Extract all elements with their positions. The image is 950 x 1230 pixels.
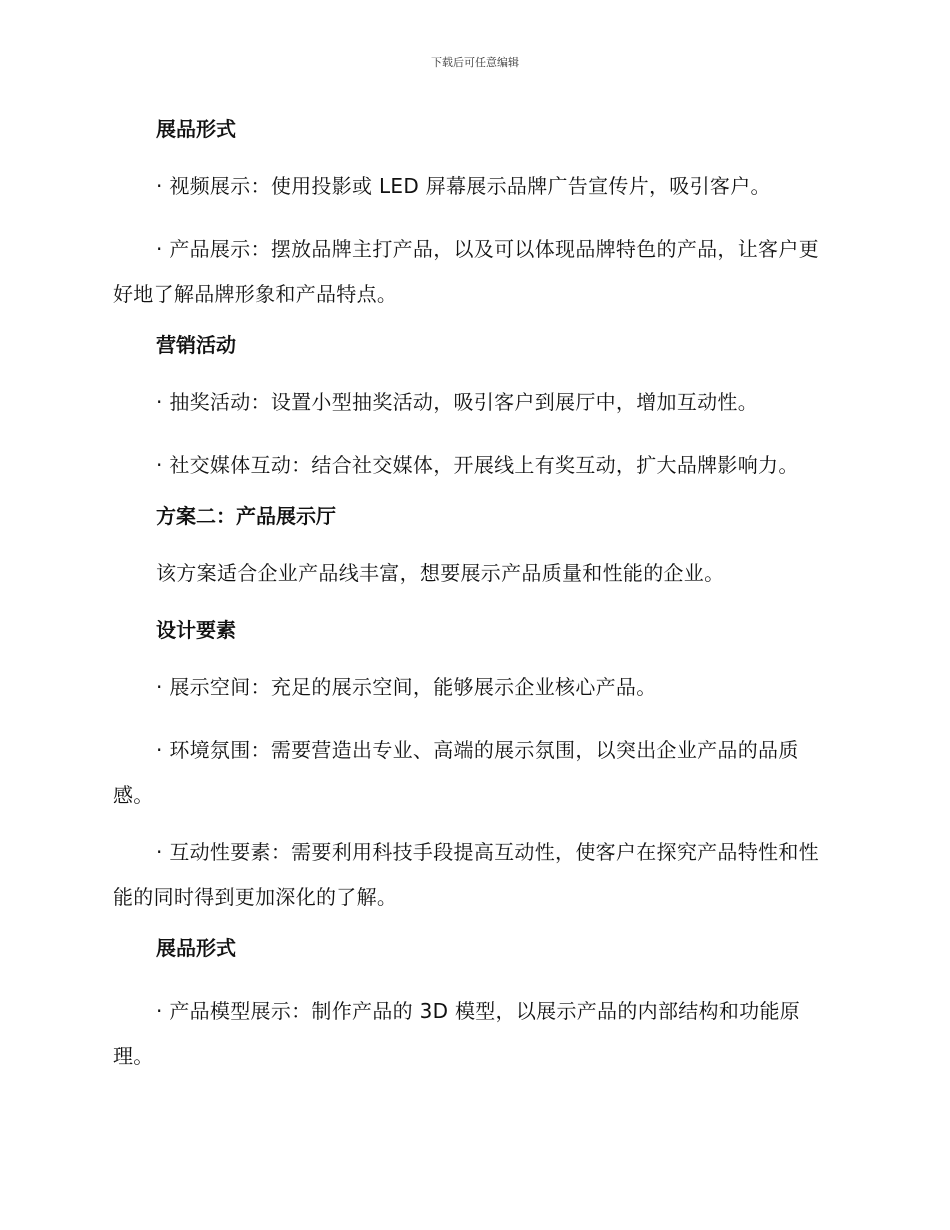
paragraph: · 抽奖活动：设置小型抽奖活动，吸引客户到展厅中，增加互动性。: [156, 390, 759, 414]
section-heading: 营销活动: [156, 333, 236, 357]
document-body: [113, 113, 833, 1091]
section-heading: 方案二：产品展示厅: [156, 504, 336, 528]
section-heading: 设计要素: [156, 618, 236, 642]
paragraph: · 产品模型展示：制作产品的 3D 模型，以展示产品的内部结构和功能原理。: [113, 999, 801, 1068]
section-heading: 展品形式: [156, 936, 236, 960]
paragraph: · 互动性要素：需要利用科技手段提高互动性，使客户在探究产品特性和性能的同时得到更加深化的了解。: [113, 840, 819, 909]
section-heading: 展品形式: [156, 117, 236, 141]
paragraph: · 社交媒体互动：结合社交媒体，开展线上有奖互动，扩大品牌影响力。: [156, 453, 799, 477]
paragraph: · 展示空间：充足的展示空间，能够展示企业核心产品。: [156, 675, 657, 699]
paragraph: · 视频展示：使用投影或 LED 屏幕展示品牌广告宣传片，吸引客户。: [156, 174, 771, 198]
page-header: 下载后可任意编辑: [431, 56, 519, 69]
paragraph: 该方案适合企业产品线丰富，想要展示产品质量和性能的企业。: [156, 561, 725, 585]
paragraph: · 环境氛围：需要营造出专业、高端的展示氛围，以突出企业产品的品质感。: [113, 738, 799, 807]
paragraph: · 产品展示：摆放品牌主打产品，以及可以体现品牌特色的产品，让客户更好地了解品牌形象和产品特点。: [113, 237, 819, 306]
